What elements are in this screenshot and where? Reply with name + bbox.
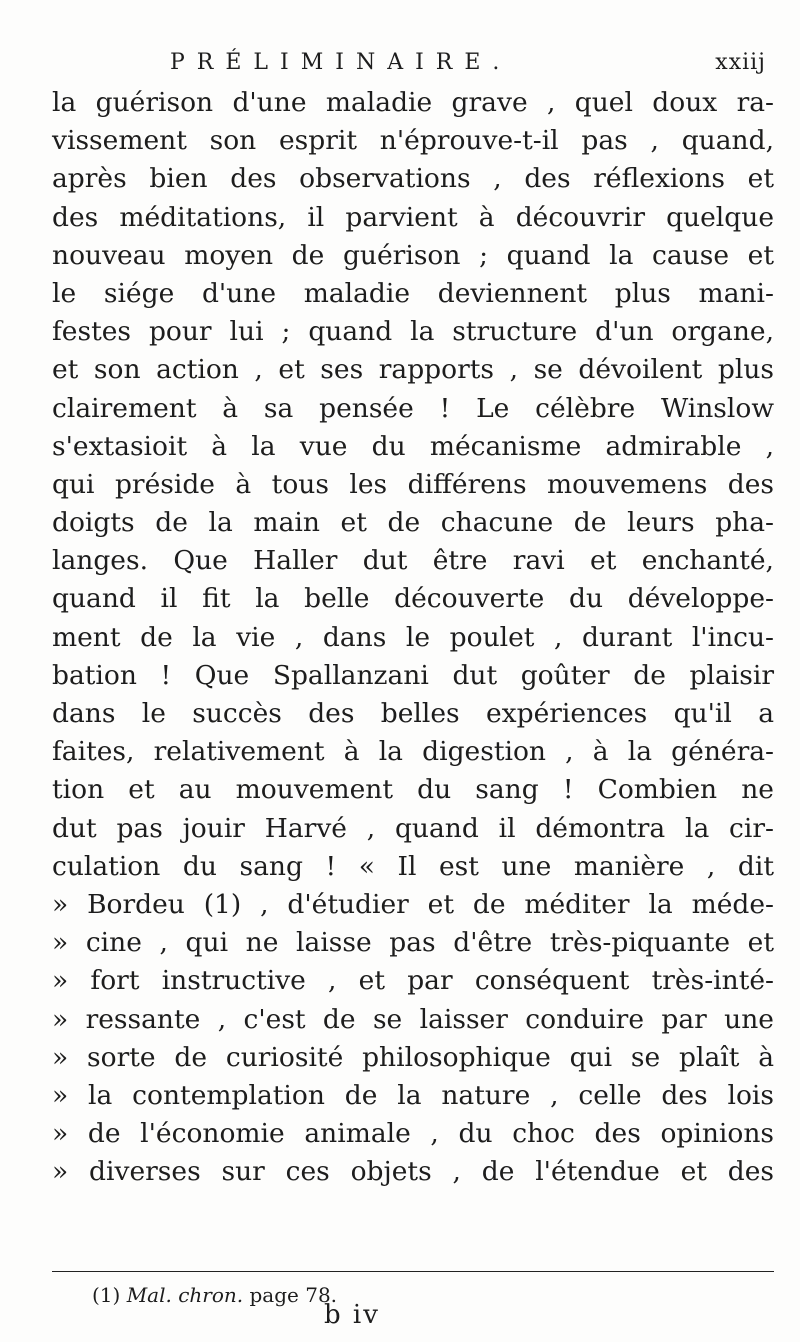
text-line: qui préside à tous les différens mouvemens des (52, 468, 774, 500)
signature-mark: b iv (324, 1300, 380, 1330)
footnote (92, 1283, 337, 1307)
text-line: dans le succès des belles expériences qu'il a (52, 698, 774, 729)
text-line: » Bordeu (1) , d'étudier et de méditer la méde- (52, 888, 774, 920)
text-line: » la contemplation de la nature , celle des lois (52, 1079, 774, 1111)
running-title: PRÉLIMINAIRE. (170, 50, 512, 75)
text-line: » diverses sur ces objets , de l'étendue et des (52, 1156, 774, 1188)
text-line: faites, relativement à la digestion , à la généra- (52, 736, 774, 768)
text-line: » fort instructive , et par conséquent très-inté- (52, 965, 774, 997)
text-line: des méditations, il parvient à découvrir quelque (52, 201, 774, 233)
text-line: bation ! Que Spallanzani dut goûter de plaisir (52, 659, 774, 691)
text-line: » sorte de curiosité philosophique qui se plaît à (52, 1041, 774, 1073)
text-line: le siége d'une maladie deviennent plus mani- (52, 277, 774, 309)
page-number: xxiij (715, 50, 766, 75)
text-line: culation du sang ! « Il est une manière , dit (52, 850, 774, 882)
text-line: s'extasioit à la vue du mécanisme admirable , (52, 430, 774, 462)
text-line: après bien des observations , des réflexions et (52, 163, 774, 195)
footnote-page: page 78. (249, 1283, 338, 1307)
text-line: doigts de la main et de chacune de leurs pha- (52, 507, 774, 539)
text-line: la guérison d'une maladie grave , quel doux ra- (52, 87, 774, 118)
footnote-marker: (1) (92, 1283, 121, 1307)
footnote-source: Mal. chron. (126, 1283, 244, 1307)
text-line: et son action , et ses rapports , se dévoilent plus (52, 354, 774, 386)
text-line: nouveau moyen de guérison ; quand la cause et (52, 239, 774, 271)
text-line: » de l'économie animale , du choc des opinions (52, 1118, 774, 1150)
text-line: festes pour lui ; quand la structure d'un organe, (52, 316, 774, 348)
body-text (52, 84, 774, 1191)
text-line: » ressante , c'est de se laisser conduire par une (52, 1003, 774, 1035)
footnote-rule (52, 1271, 774, 1272)
text-line: clairement à sa pensée ! Le célèbre Winslow (52, 392, 774, 424)
text-line: quand il fit la belle découverte du développe- (52, 583, 774, 615)
text-line: vissement son esprit n'éprouve-t-il pas , quand, (52, 125, 774, 157)
text-line: tion et au mouvement du sang ! Combien ne (52, 774, 774, 806)
text-line: dut pas jouir Harvé , quand il démontra la cir- (52, 812, 774, 844)
text-line: langes. Que Haller dut être ravi et enchanté, (52, 545, 774, 577)
text-line: » cine , qui ne laisse pas d'être très-piquante et (52, 927, 774, 959)
text-line: ment de la vie , dans le poulet , durant l'incu- (52, 621, 774, 653)
